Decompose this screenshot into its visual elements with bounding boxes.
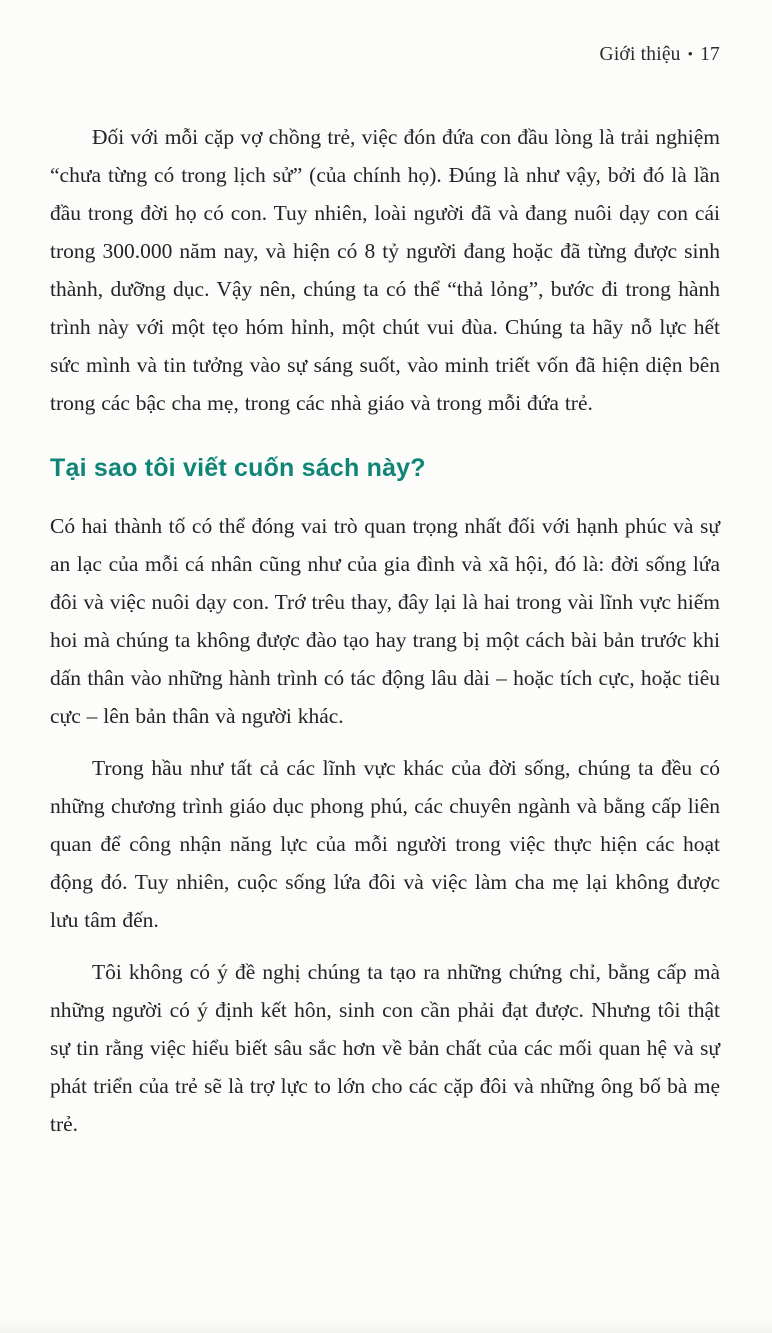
chapter-title: Giới thiệu — [599, 44, 681, 65]
body-paragraph: Có hai thành tố có thể đóng vai trò quan trọng nhất đối với hạnh phúc và sự an lạc của mỗi cá nhân cũng như của gia đình và xã hội, đó là: đời sống lứa đôi và việc nuôi dạy con. Trớ trêu thay, đây lại là hai trong vài lĩnh vực hiếm hoi mà chúng ta không được đào tạo hay trang bị một cách bài bản trước khi dấn thân vào những hành trình có tác động lâu dài – hoặc tích cực, hoặc tiêu cực – lên bản thân và người khác. — [50, 514, 720, 728]
body-paragraph: Trong hầu như tất cả các lĩnh vực khác của đời sống, chúng ta đều có những chương trình giáo dục phong phú, các chuyên ngành và bằng cấp liên quan để công nhận năng lực của mỗi người trong việc thực hiện các hoạt động đó. Tuy nhiên, cuộc sống lứa đôi và việc làm cha mẹ lại không được lưu tâm đến. — [50, 756, 720, 932]
page-number: 17 — [700, 44, 720, 65]
separator-dot: • — [687, 47, 694, 63]
body-paragraph: Tôi không có ý đề nghị chúng ta tạo ra những chứng chỉ, bằng cấp mà những người có ý định kết hôn, sinh con cần phải đạt được. Nhưng tôi thật sự tin rằng việc hiểu biết sâu sắc hơn về bản chất của các mối quan hệ và sự phát triển của trẻ sẽ là trợ lực to lớn cho các cặp đôi và những ông bố bà mẹ trẻ. — [50, 960, 720, 1136]
section-heading: Tại sao tôi viết cuốn sách này? — [50, 454, 426, 482]
running-header — [50, 42, 720, 68]
intro-paragraph: Đối với mỗi cặp vợ chồng trẻ, việc đón đứa con đầu lòng là trải nghiệm “chưa từng có trong lịch sử” (của chính họ). Đúng là như vậy, bởi đó là lần đầu trong đời họ có con. Tuy nhiên, loài người đã và đang nuôi dạy con cái trong 300.000 năm nay, và hiện có 8 tỷ người đang hoặc đã từng được sinh thành, dưỡng dục. Vậy nên, chúng ta có thể “thả lỏng”, bước đi trong hành trình này với một tẹo hóm hỉnh, một chút vui đùa. Chúng ta hãy nỗ lực hết sức mình và tin tưởng vào sự sáng suốt, vào minh triết vốn đã hiện diện bên trong các bậc cha mẹ, trong các nhà giáo và trong mỗi đứa trẻ. — [50, 125, 720, 415]
